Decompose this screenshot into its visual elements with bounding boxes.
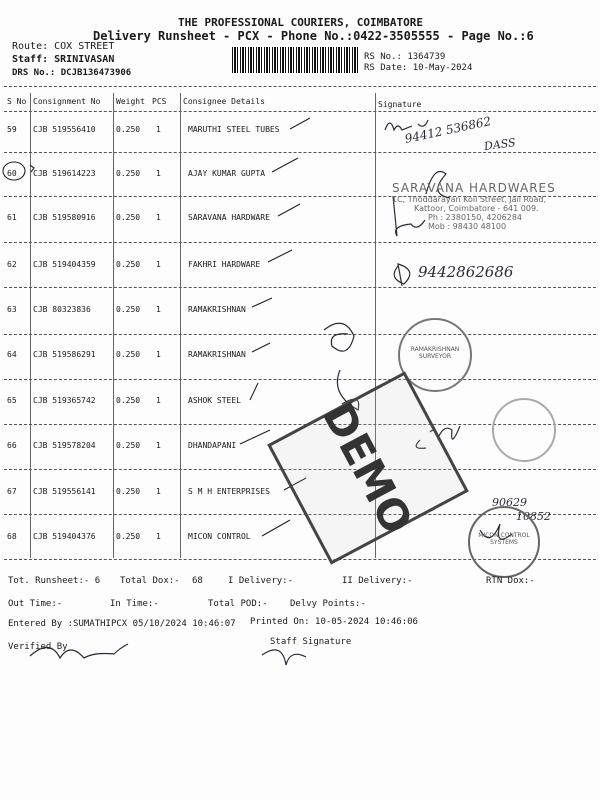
total-dox-label: Total Dox:- [120,576,180,586]
demo-watermark: DEMO [267,371,469,564]
row-consignment: CJB 519614223 [33,169,96,178]
row-consignee: S M H ENTERPRISES [188,487,270,496]
row-pcs: 1 [156,350,161,359]
handwritten-phone: 94412 536862 [403,114,493,146]
row-pcs: 1 [156,305,161,314]
row-pcs: 1 [156,125,161,134]
stamp-mobile: Mob : 98430 48100 [428,222,507,231]
row-sno: 66 [7,441,17,450]
col-signature: Signature [378,100,422,109]
runsheet-title: Delivery Runsheet - PCX - Phone No.:0422-3505555 - Page No.:6 [93,29,534,43]
row-consignee: MARUTHI STEEL TUBES [188,125,280,134]
route-label: Route: COX STREET [12,41,115,52]
stamp-text: MICON CONTROL SYSTEMS [478,532,530,546]
staff-label: Staff: SRINIVASAN [12,54,115,65]
row-pcs: 1 [156,169,161,178]
row-pcs: 1 [156,213,161,222]
handwritten-name: DASS [483,135,517,154]
row-consignment: CJB 519556410 [33,125,96,134]
stamp-name: SARAVANA HARDWARES [392,181,556,195]
stamp-address: 1C, Thoddarayan Koil Street, Jail Road, [392,195,547,204]
row-weight: 0.250 [116,487,141,496]
row-pcs: 1 [156,487,161,496]
handwritten-number: 10852 [516,510,551,523]
rs-number: RS No.: 1364739 [364,52,446,62]
row-weight: 0.250 [116,441,141,450]
row-sno: 61 [7,213,17,222]
row-weight: 0.250 [116,125,141,134]
row-weight: 0.250 [116,305,141,314]
col-sno: S No [7,97,27,106]
row-pcs: 1 [156,532,161,541]
row-sno: 60 [7,169,17,178]
delvy-points: Delvy Points:- [290,599,366,609]
total-runsheet: Tot. Runsheet:- 6 [8,576,101,586]
stamp-phone: Ph : 2380150, 4206284 [428,213,523,222]
row-pcs: 1 [156,260,161,269]
row-consignment: CJB 519404359 [33,260,96,269]
row-consignment: CJB 519365742 [33,396,96,405]
row-consignee: ASHOK STEEL [188,396,241,405]
row-consignee: DHANDAPANI [188,441,237,450]
row-weight: 0.250 [116,213,141,222]
total-pod: Total POD:- [208,599,268,609]
rs-date: RS Date: 10-May-2024 [364,63,473,73]
row-pcs: 1 [156,396,161,405]
row-weight: 0.250 [116,169,141,178]
micon-stamp [468,506,540,578]
out-time: Out Time:- [8,599,63,609]
in-time: In Time:- [110,599,159,609]
row-weight: 0.250 [116,396,141,405]
col-consignee: Consignee Details [183,97,265,106]
row-sno: 64 [7,350,17,359]
row-consignee: MICON CONTROL [188,532,251,541]
rtn-dox: RTN Dox:- [486,576,535,586]
verified-by: Verified By [8,642,68,652]
row-sno: 68 [7,532,17,541]
row-consignment: CJB 519578204 [33,441,96,450]
row-consignee: SARAVANA HARDWARE [188,213,270,222]
total-dox-value: 68 [192,576,203,586]
company-name: THE PROFESSIONAL COURIERS, COIMBATORE [178,16,424,29]
row-consignment: CJB 80323836 [33,305,91,314]
col-pcs: PCS [152,97,167,106]
row-sno: 59 [7,125,17,134]
row-pcs: 1 [156,441,161,450]
row-sno: 63 [7,305,17,314]
ii-delivery: II Delivery:- [342,576,413,586]
handwritten-number: 90629 [492,496,527,509]
staff-signature: Staff Signature [270,637,352,647]
stamp-text: RAMAKRISHNAN SURVEYOR [410,346,460,360]
seal-stamp [492,398,556,462]
row-consignee: FAKHRI HARDWARE [188,260,261,269]
row-consignee: RAMAKRISHNAN [188,305,246,314]
row-weight: 0.250 [116,260,141,269]
row-consignee: RAMAKRISHNAN [188,350,246,359]
saravana-stamp [392,181,556,231]
row-sno: 67 [7,487,17,496]
row-consignment: CJB 519404376 [33,532,96,541]
col-weight: Weight [116,97,145,106]
i-delivery: I Delivery:- [228,576,294,586]
row-consignment: CJB 519556141 [33,487,96,496]
col-consignment: Consignment No [33,97,101,106]
handwritten-phone: 9442862686 [418,263,514,281]
row-sno: 65 [7,396,17,405]
entered-by: Entered By :SUMATHIPCX 05/10/2024 10:46:07 [8,619,236,629]
row-consignee: AJAY KUMAR GUPTA [188,169,266,178]
row-consignment: CJB 519580916 [33,213,96,222]
row-weight: 0.250 [116,532,141,541]
row-sno: 62 [7,260,17,269]
printed-on: Printed On: 10-05-2024 10:46:06 [250,617,418,627]
stamp-address: Kattoor, Coimbatore - 641 009. [414,204,539,213]
row-consignment: CJB 519586291 [33,350,96,359]
row-weight: 0.250 [116,350,141,359]
drs-number: DRS No.: DCJB136473906 [12,68,132,78]
